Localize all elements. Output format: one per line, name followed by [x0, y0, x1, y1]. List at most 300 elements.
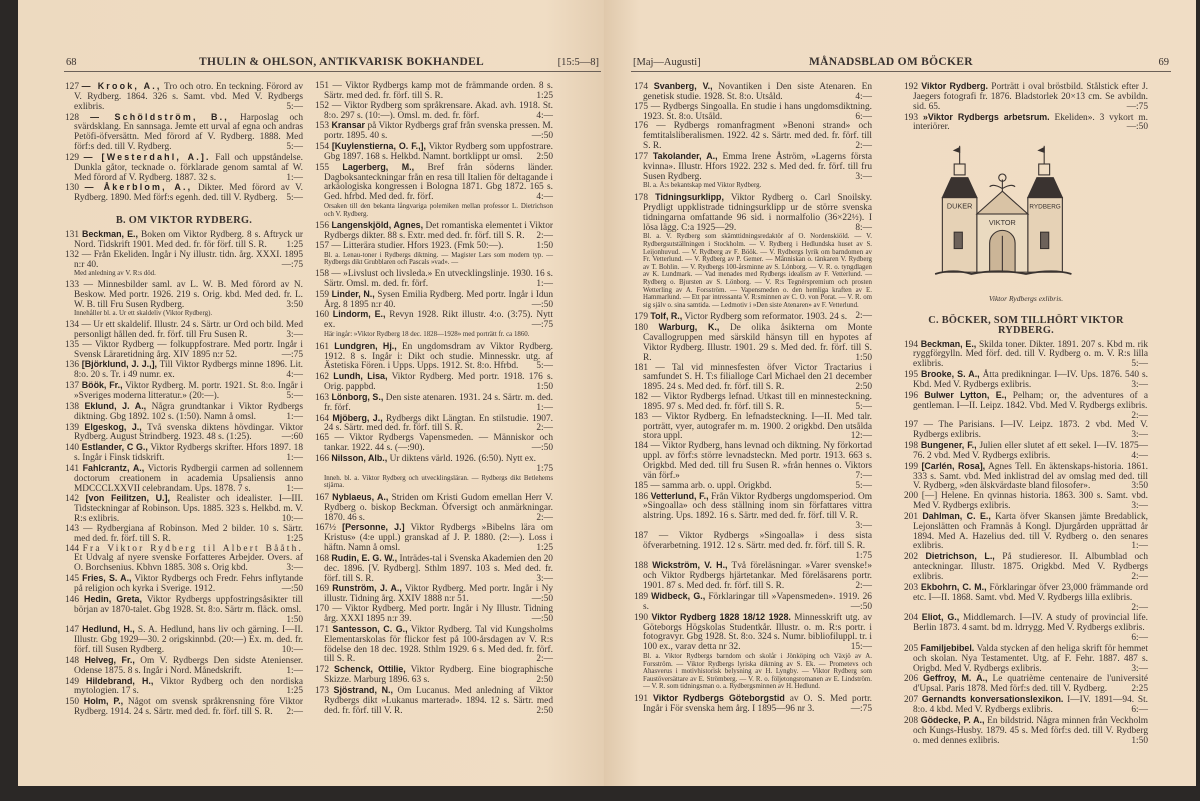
- entry-author: Lagerberg, M.,: [342, 161, 415, 172]
- entry-description: — Litterära studier. Hfors 1923. (Fmk 50:—).: [331, 241, 504, 251]
- entry-description: — samma arb. o. uppl. Origkbd.: [650, 480, 772, 491]
- exlibris-illustration: [926, 139, 1126, 289]
- entry-note: Orsaken till den bekanta långvariga polemiken mellan professor L. Dietrichson och V. Rydberg.: [324, 203, 553, 218]
- entry-description: Karta öfver Skansen jämte Bredablick, Lejonslätten och Framnäs å Kongl. Djurgården upprättad år 1894. Med A. Hazelius ded. till V. Rydberg o. den senares exlibris.: [913, 511, 1148, 552]
- catalog-entry: [315, 554, 553, 585]
- entry-description: av O. S. Med portr. Ingår i För svenska hem årg. I 1895—96 nr 3.: [643, 694, 873, 714]
- entry-number: 148: [65, 655, 80, 666]
- entry-price: —:75: [281, 349, 303, 360]
- entry-description: De olika åsikterna om Monte Cavallogruppen med särskild hänsyn till en hypotes af Viktor Rydberg. Illustr. 1901. 29 s. Med ded. fr. förf. till S. R.: [643, 323, 872, 363]
- entry-note: Bl. a. V. Rydberg som skämttidningsredaktör af O. Nordenskiöld. — V. Rydbergsutställningen i Stockholm. — V. Rydberg i Hedlundska huset av S. Leijonhuvud. — V. Rydberg av F. Böök. — V. Rydbergs lyrik om barndomen av Fr. Vetterlund. — V. Rydberg av P. Gemer. — Människan o. tänkaren V. Rydberg av T. Bohlin. — V. Rydbergs 100-årsminne av S. Lönborg. — V. R. o. tyngdlagen av K. Lundmark. — Vad menades med Rydbergs idealism av F. Vetterlund. — Rydberg o. Bjursten av S. Lönborg. — V. R:s Tegnérspremium och prosten Wetterling av A. Forsström. — Vapensmeden o. den hemliga kraften av E. Hammarlund. — Ett par intressanta V. R:sminnen av C. O. von Porat. — V. R. om sig själv o. sina samtida. — Ledmotiv i »Den siste Atenaren» av F. Vetterlund.: [643, 233, 872, 309]
- catalog-entry: [315, 523, 553, 554]
- entry-description: Förklaringar till »Vapensmeden». 1919. 26 s.: [643, 591, 872, 612]
- entry-description: Viktor Rydberg. Med portr. Ingår i Ny illustr. Tidning årg. XXIV 1888 n:r 51.: [324, 584, 553, 605]
- entry-description: Viktor Rydbergs skrifter. Hfors 1897. 18 s. Ingår i Finsk tidskrift.: [74, 443, 304, 464]
- column: [634, 82, 872, 715]
- catalog-entry: [315, 372, 553, 393]
- entry-description: Den siste atenaren. 1931. 24 s. Särtr. m. ded. fr. förf.: [324, 392, 553, 413]
- entry-author: Gödecke, P. A.,: [920, 714, 985, 725]
- catalog-entry: [65, 423, 303, 444]
- entry-number: 154: [315, 142, 330, 153]
- entry-price: —:50: [531, 299, 553, 310]
- entry-author: Bungener, F.,: [920, 440, 977, 451]
- entry-description: Om Lucanus. Med anledning af Viktor Rydbergs dikt »Lukanus marterad». 1894. 12 s. Särtr. med ded. fr. förf. till V. R.: [324, 685, 553, 716]
- entry-description: Bref från söderns länder. Dagboksanteckningar från en resa till Italien för deltagande i arkäologiska kongressen i Bologna 1871. Gbg 1872. 165 s. Ged. hfrbd. Med ded. fr. förf.: [324, 162, 553, 203]
- entry-author: Santesson, C. G.,: [332, 623, 408, 634]
- entry-author: Tolf, R.,: [650, 311, 683, 322]
- entry-description: — Ur ett skaldelif. Illustr. 24 s. Särtr. ur Ord och bild. Med personligt hållen ded. fr. förf. till Fru Susen R.: [74, 320, 303, 340]
- entry-number: 150: [65, 697, 80, 708]
- entry-author: Böök, Fr.,: [81, 380, 123, 391]
- entry-number: 162: [315, 372, 330, 383]
- entry-description: [—] Helene. En qvinnas historia. 1863. 300 s. Samt. vbd. Med V. Rydbergs exlibris.: [913, 491, 1148, 512]
- catalog-entry: [65, 281, 303, 321]
- entry-price: 4:—: [1131, 450, 1148, 461]
- entry-number: 201: [904, 511, 919, 522]
- catalog-entry: [904, 421, 1148, 441]
- issue-label: [15:5—8]: [557, 57, 599, 68]
- catalog-entry: [634, 364, 872, 394]
- entry-description: Ekeliden». 3 vykort m. interiörer.: [913, 112, 1148, 133]
- entry-price: 3:—: [1131, 379, 1148, 390]
- entry-number: 172: [315, 665, 330, 676]
- entry-author: Hedin, Greta,: [84, 593, 142, 604]
- entry-number: 170: [315, 604, 330, 615]
- column: [904, 82, 1148, 746]
- entry-price: 1:—: [536, 278, 553, 289]
- entry-number: 179: [634, 312, 649, 323]
- entry-number: 136: [65, 360, 80, 371]
- entry-description: Victoris Rydbergii carmen ad sollennem doctorum creationem in academia Upsaliensis anno MDCCCLXXVII celebrandam. Ups. 1878. 7 s.: [74, 463, 304, 494]
- entry-price: 1:25: [286, 686, 303, 697]
- entry-description: Skilda toner. Dikter. 1891. 207 s. Kbd m. rik ryggförgylln. Med förf. ded. till V. Rydberg o. m. V. R:s lilla exlibris.: [913, 339, 1148, 370]
- catalog-entry: [65, 525, 303, 545]
- entry-number: 200: [904, 491, 919, 502]
- entry-price: —:50: [281, 584, 303, 594]
- entry-price: 3:—: [1131, 663, 1148, 674]
- entry-description: Minnesskrift utg. av Göteborgs Högskolas Studentkår. Illustr. o. m. R:s portr. i fotogravyr. Gbg 1928. St. 8:o. 324 s. Numr. bibliofiluppl. tr. i 100 ex., varav detta nr 32.: [643, 612, 872, 653]
- entry-author: [Björklund, J. J.,],: [81, 359, 158, 370]
- catalog-entry: [634, 532, 872, 562]
- entry-author: Runström, J. A.,: [332, 583, 402, 594]
- entry-number: 175: [634, 101, 649, 112]
- entry-description: Boken om Viktor Rydberg. 8 s. Aftryck ur Nord. Tidskrift 1901. Med ded. fr. för förf. till S. R.: [74, 229, 304, 250]
- entry-price: 1:25: [286, 533, 303, 544]
- entry-price: 3:—: [855, 521, 872, 532]
- entry-description: Åtta predikningar. I—IV. Ups. 1876. 540 s. Kbd. Med V. Rydbergs exlibris.: [913, 370, 1148, 390]
- entry-description: Om V. Rydbergs Den sidste Atenienser. Odense 1875. 8 s. Ingår i Nord. Månedskrift.: [74, 655, 303, 676]
- entry-number: 207: [904, 695, 919, 706]
- entry-number: 156: [315, 221, 330, 232]
- entry-description: — Rydbergiana af Robinson. Med 2 bilder. 10 s. Särtr. med ded. fr. förf. till S. R.: [74, 523, 303, 544]
- entry-author: Viktor Rydberg.: [921, 81, 989, 91]
- entry-number: 153: [315, 121, 330, 132]
- entry-description: En bildstrid. Några minnen från Veckholm och Kungs-Husby. 1879. 45 s. Med förf:s ded. till V. Rydberg o. med dennes exlibris.: [913, 715, 1148, 746]
- entry-author: [Personne, J.]: [342, 522, 405, 533]
- entry-number: 195: [904, 370, 919, 381]
- entry-description: — The Parisians. I—IV. Leipz. 1873. 2 vbd. Med V. Rydbergs exlibris.: [913, 420, 1149, 441]
- catalog-entry: [634, 193, 872, 312]
- catalog-entry: [634, 103, 872, 123]
- column: [315, 82, 553, 716]
- entry-price: 3:—: [1131, 501, 1148, 512]
- entry-number: 171: [315, 624, 330, 635]
- entry-author: Holm, P.,: [83, 696, 124, 707]
- entry-price: 4:—: [536, 110, 553, 121]
- entry-number: 137: [65, 381, 80, 392]
- entry-number: 163: [315, 392, 330, 403]
- entry-description: — Viktor Rydberg som språkrensare. Akad. avh. 1918. St. 8:o. 297 s. (10:—). Omsl. m. ded. fr. förf.: [324, 100, 553, 121]
- entry-description: Agnes Tell. En äktenskaps-historia. 1861. 333 s. Samt. vbd. Med inklistrad del av omslag med ded. till V. Rydberg, »den älskvärdaste bland filosofer».: [913, 461, 1149, 492]
- entry-price: 1:50: [536, 382, 553, 393]
- catalog-entry: [904, 340, 1148, 371]
- catalog-entry: [315, 584, 553, 605]
- entry-price: 1:75: [536, 463, 553, 474]
- catalog-entry: [904, 113, 1148, 134]
- entry-number: 159: [315, 289, 330, 300]
- entry-description: Valda stycken af den heliga skrift för hemmet och skolan. Nya Testamentet. Utg. af F. Fehr. 1887. 487 s. Origbd. Med V. Rydbergs exlibris.: [913, 643, 1149, 674]
- entry-description: Viktor Rydberg. Eine biographische Skizze. Marburg 1896. 63 s.: [324, 665, 553, 686]
- entry-number: 206: [904, 674, 919, 685]
- entry-author: Viktor Rydbergs Göteborgstid: [652, 693, 785, 703]
- entry-price: 3:50: [1131, 481, 1148, 492]
- catalog-entry: [65, 230, 303, 251]
- entry-price: 1:—: [286, 172, 303, 183]
- catalog-entry: [315, 121, 553, 142]
- entry-number: 128: [65, 112, 80, 123]
- entry-price: 3:—: [855, 171, 872, 182]
- catalog-entry: [634, 561, 872, 592]
- catalog-entry: [65, 183, 303, 204]
- entry-author: Fra Viktor Rydberg til Albert Bååth.: [82, 543, 303, 554]
- entry-author: Estlander, C G.,: [81, 442, 148, 453]
- entry-price: 2:—: [536, 654, 553, 665]
- entry-description: Dikter. Med förord av V. Rydberg. 1890. Med förf:s egenh. ded. till V. Rydberg.: [74, 183, 303, 204]
- entry-price: 12:—: [850, 431, 872, 442]
- catalog-entry: [634, 592, 872, 613]
- entry-description: Något om svensk språkrensning före Viktor Rydberg. 1914. 24 s. Särtr. med ded. fr. förf. till S. R.: [74, 697, 304, 718]
- catalog-entry: [634, 413, 872, 443]
- entry-description: Några grundtankar i Viktor Rydbergs diktning. Gbg 1892. 102 s. (1:50). Namn å omsl.: [74, 401, 303, 422]
- entry-description: — Viktor Rydbergs kamp mot de främmande orden. 8 s. Särtr. med ded. fr. förf. till S. R.: [324, 81, 553, 101]
- entry-price: 1:—: [286, 665, 303, 676]
- entry-price: 2:—: [286, 707, 303, 718]
- entry-description: Viktor Rydberg som uppfostrare. Gbg 1897. 168 s. Helkbd. Namnt. bortklippt ur omsl.: [324, 142, 553, 162]
- entry-note: Innehåller bl. a. Ur ett skaldeliv (Viktor Rydberg).: [74, 310, 213, 318]
- entry-price: 8:—: [855, 222, 872, 233]
- entry-description: Viktor Rydberg och den nordiska mytologien. 17 s.: [74, 676, 303, 697]
- entry-price: 3:—: [286, 563, 303, 574]
- entry-description: På studieresor. II. Albumblad och anteckningar. Illustr. 1875. Origkbd. Med V. Rydbergs exlibris.: [913, 552, 1148, 582]
- entry-description: Victor Rydberg som reformator. 1903. 24 s.: [684, 312, 848, 323]
- entry-author: Langenskjöld, Agnes,: [331, 220, 424, 231]
- entry-number: 191: [634, 694, 649, 704]
- catalog-entry: [904, 716, 1148, 747]
- entry-number: 130: [65, 183, 80, 194]
- entry-number: 205: [904, 643, 919, 654]
- catalog-entry: [904, 391, 1148, 422]
- entry-author: Svanberg, V.,: [653, 81, 713, 91]
- entry-description: — Viktor Rydbergs »Singoalla» i dess sista öfverarbetning. 1912. 12 s. Särtr. med ded. fr. förf. till S. R.: [643, 530, 872, 551]
- entry-number: 190: [634, 612, 649, 623]
- entry-description: Ur diktens värld. 1926. (6:50). Nytt ex.: [389, 453, 536, 464]
- catalog-entry: [65, 360, 303, 381]
- entry-number: 143: [65, 523, 80, 534]
- entry-author: Fahlcrantz, A.,: [82, 462, 145, 473]
- entry-number: 129: [65, 152, 80, 163]
- right-page: [604, 0, 1196, 786]
- entry-number: 142: [65, 494, 80, 505]
- entry-author: Bulwer Lytton, E.,: [924, 389, 1007, 400]
- catalog-entry: [315, 102, 553, 122]
- entry-number: 131: [65, 229, 80, 240]
- entry-author: Lundgren, Hj.,: [334, 340, 397, 351]
- entry-description: — Viktor Rydberg, hans levnad och diktning. Ny förkortad uppl. av förf:s större levnadsteckn. Med portr. 1913. 663 s. Origkbd. Med ded. till fru Susen R. »från hennes o. Viktors vän förf.»: [643, 441, 873, 481]
- catalog-entry: [315, 82, 553, 102]
- entry-description: S. A. Hedlund, hans liv och gärning. I—II. Illustr. Gbg 1929—30. 2 origskinnbd. (20:—) Ex. m. ded. fr. förf. till Susen Rydberg.: [74, 625, 303, 656]
- entry-description: Viktor Rydberg. M. portr. 1921. St. 8:o. Ingår i »Sveriges moderna litteratur.» (20:—).: [74, 381, 304, 401]
- entry-price: 7:—: [855, 470, 872, 481]
- entry-author: »Viktor Rydbergs arbetsrum.: [922, 111, 1050, 122]
- entry-number: 141: [65, 463, 80, 474]
- entry-description: Middlemarch. I—IV. A study of provincial life. Berlin 1873. 4 samt. bd m. ldrrygg. Med V. Rydbergs exlibris.: [913, 613, 1149, 634]
- entry-price: —:50: [531, 594, 553, 605]
- catalog-entry: [315, 163, 553, 222]
- entry-price: 2:—: [536, 231, 553, 242]
- entry-author: Hedlund, H.,: [82, 624, 135, 635]
- issue-label: [Maj—Augusti]: [633, 57, 701, 68]
- entry-description: Från Viktor Rydbergs ungdomsperiod. Om »Singoalla» och dess ställning inom sin författares vittra alstring. Ups. 1892. 16 s. Särtr. med ded. fr. förf. till V. R.: [643, 491, 872, 522]
- entry-number: 174: [634, 82, 649, 92]
- entry-description: Rydbergs dikt Längtan. En stilstudie. 1907. 24 s. Särtr. med ded. fr. förf. till S. R.: [324, 413, 553, 434]
- entry-number: 147: [65, 625, 80, 636]
- entry-author: Eklund, J. A.,: [84, 400, 147, 411]
- entry-number: 196: [904, 390, 919, 401]
- entry-author: Elgeskog, J.,: [84, 421, 142, 432]
- entry-price: —:50: [850, 601, 872, 612]
- entry-price: 1:50: [286, 614, 303, 625]
- page-header: [64, 57, 601, 72]
- entry-note: Bl. a. Å:s bekantskap med Viktor Rydberg.: [643, 182, 762, 190]
- entry-price: 1:—: [286, 453, 303, 464]
- entry-price: 1:50: [855, 352, 872, 363]
- catalog-entry: [904, 370, 1148, 391]
- entry-description: Inträdes-tal i Svenska Akademien den 20 dec. 1896. [V. Rydberg]. Sthlm 1897. 103 s. Med ded. fr. förf. till S. R.: [324, 553, 553, 584]
- entry-author: Lönborg, S.,: [331, 391, 384, 402]
- entry-number: 192: [904, 82, 919, 92]
- catalog-entry: [904, 695, 1148, 716]
- catalog-entry: [65, 697, 303, 718]
- entry-description: Viktor Rydbergs och Fredr. Fehrs inflytande på religion och kyrka i Sverige. 1912.: [74, 574, 303, 594]
- entry-number: 198: [904, 441, 919, 452]
- entry-number: 167: [315, 492, 330, 503]
- entry-number: 155: [315, 162, 330, 173]
- entry-description: Realister och idealister. I—III. Tidsteckningar af Robinson. Ups. 1885. 323 s. Helkbd. m. V. R:s exlibris.: [74, 494, 303, 525]
- entry-description: — Viktor Rydbergs lefnad. Utkast till en minnesteckning. 1895. 97 s. Med ded. fr. förf. till S. R.: [643, 392, 872, 412]
- entry-price: 1:—: [1131, 541, 1148, 552]
- entry-price: 2:—: [536, 512, 553, 523]
- entry-note: Inneh. bl. a. Viktor Rydberg och utvecklingsläran. — Rydbergs dikt Betlehems stjärna.: [324, 474, 553, 490]
- entry-description: Porträtt i oval bröstbild. Stålstick efter J. Jaegers fotografi fr. 1876. Bladstorlek 20×13 cm. Se avbildn. sid. 65.: [913, 82, 1149, 112]
- catalog-entry: [315, 665, 553, 686]
- entry-author: Brooke, S. A.,: [921, 369, 980, 380]
- catalog-entry: [315, 414, 553, 435]
- entry-author: Ekbohrn, C. M.,: [920, 581, 987, 592]
- entry-description: Novantiken i Den siste Atenaren. En genetisk studie. 1928. St. 8:o. Utsåld.: [643, 82, 872, 102]
- section-heading: B. OM VIKTOR RYDBERG.: [115, 215, 253, 227]
- catalog-entry: [65, 656, 303, 677]
- catalog-entry: [315, 605, 553, 625]
- catalog-entry: [634, 82, 872, 103]
- entry-author: Vetterlund, F.,: [650, 490, 709, 501]
- catalog-entry: [315, 142, 553, 163]
- entry-number: 194: [904, 339, 919, 350]
- entry-price: —:75: [1126, 101, 1148, 112]
- entry-price: 2:50: [536, 151, 553, 162]
- entry-price: —:75: [850, 703, 872, 714]
- entry-description: Sysen Emilia Rydberg. Med portr. Ingår i Idun Årg. 8 1895 n:r 40.: [324, 289, 554, 310]
- catalog-entry: [315, 393, 553, 414]
- entry-number: 139: [65, 422, 80, 433]
- catalog-entry: [315, 686, 553, 717]
- entry-number: 152: [315, 100, 330, 111]
- entry-price: 2:50: [855, 382, 872, 393]
- entry-price: 5:—: [855, 401, 872, 412]
- entry-author: — Åkerblom, A.,: [84, 182, 193, 193]
- entry-price: 2:—: [855, 141, 872, 152]
- catalog-entry: [65, 443, 303, 464]
- entry-description: Tro och otro. En teckning. Förord av V. Rydberg. 1864. 326 s. Samt. vbd. Med V. Rydbergs exlibris.: [74, 82, 304, 112]
- entry-author: Dahlman, C. E.,: [922, 510, 991, 521]
- entry-number: 149: [65, 676, 80, 687]
- entry-author: Viktor Rydberg 1828 18/12 1928.: [651, 611, 791, 622]
- entry-description: — Rydbergs romanfragment »Benoni strand» och femtitalsliberalismen. 1922. 42 s. Särtr. med ded. fr. förf. till S. R.: [643, 121, 872, 152]
- entry-number: 169: [315, 584, 330, 595]
- catalog-entry: [634, 152, 872, 193]
- entry-number: 132: [65, 249, 80, 260]
- entry-number: 183: [634, 411, 649, 422]
- entry-number: 173: [315, 685, 330, 696]
- catalog-entry: [634, 442, 872, 481]
- catalog-entry: [65, 494, 303, 525]
- entry-number: 189: [634, 591, 649, 602]
- entry-author: — Schöldström, B.,: [90, 111, 229, 122]
- exlibris-label: VIKTOR: [988, 218, 1016, 228]
- entry-number: 181: [634, 362, 649, 373]
- entry-author: [Kuylenstierna, O. F.,],: [331, 141, 426, 152]
- entry-author: Dietrichson, L.,: [925, 551, 995, 562]
- entry-author: Lundh, Lisa,: [333, 371, 388, 382]
- entry-author: [von Feilitzen, U.],: [85, 493, 170, 504]
- section-heading: C. BÖCKER, SOM TILLHÖRT VIKTOR RYDBERG.: [928, 314, 1124, 336]
- entry-price: 5:—: [1131, 359, 1148, 370]
- entry-description: Viktor Rydberg. Tal vid Kungsholms Elementarskolas för flickor fest på 100-årsdagen av V. R:s födelse den 18 dec. 1928. Sthlm 1929. 6 s. Med ded. fr. förf. till S. R.: [324, 624, 553, 665]
- entry-number: 176: [634, 121, 649, 132]
- entry-author: Beckman, E.,: [82, 228, 138, 239]
- catalog-entry: [65, 321, 303, 341]
- entry-price: 2:—: [536, 423, 553, 434]
- entry-description: Revyn 1928. Rikt illustr. 4:o. (3:75). Nytt ex.: [324, 310, 553, 331]
- entry-number: 138: [65, 401, 80, 412]
- catalog-entry: [904, 674, 1148, 695]
- entry-price: —:60: [281, 432, 303, 443]
- entry-number: 157: [315, 241, 330, 251]
- catalog-entry: [315, 290, 553, 311]
- catalog-entry: [315, 221, 553, 242]
- page-title: THULIN & OHLSON, ANTIKVARISK BOKHANDEL: [199, 56, 485, 68]
- entry-price: 15:—: [850, 642, 872, 653]
- entry-price: 2:—: [855, 581, 872, 592]
- entry-number: 135: [65, 339, 80, 350]
- catalog-entry: [904, 441, 1148, 462]
- page-header: [631, 57, 1171, 72]
- catalog-entry: [65, 381, 303, 402]
- entry-description: — Viktor Rydberg — folkuppfostrare. Med portr. Ingår i Svensk Läraretidning årg. XIV 1895 n:r 52.: [74, 339, 303, 360]
- entry-description: I—IV. 1891—94. St. 8:o. 4 kbd. Med V. Rydbergs exlibris.: [913, 695, 1148, 715]
- catalog-entry: [315, 625, 553, 665]
- entry-price: 2:50: [536, 675, 553, 686]
- entry-price: 3:—: [286, 329, 303, 340]
- catalog-entry: [634, 613, 872, 694]
- entry-price: 4:—: [286, 370, 303, 381]
- entry-number: 168: [315, 553, 330, 564]
- catalog-entry: [904, 613, 1148, 644]
- entry-number: 166: [315, 453, 330, 464]
- entry-price: 2:50: [536, 705, 553, 716]
- catalog-entry: [634, 122, 872, 152]
- entry-author: Lindorm, E.,: [332, 309, 386, 320]
- entry-note: Här ingår: »Viktor Rydberg 18 dec. 1828—1928» med porträtt fr. ca 1860.: [324, 331, 530, 339]
- entry-number: 197: [904, 420, 919, 431]
- entry-description: — Från Ekeliden. Ingår i Ny illustr. tidn. årg. XXXI. 1895 n:r 40.: [74, 249, 304, 270]
- page-number: 69: [1158, 57, 1169, 68]
- entry-description: — Viktor Rydberg. Med portr. Ingår i Ny Illustr. Tidning årg. XXXI 1895 n:r 39.: [324, 604, 553, 624]
- catalog-entry: [315, 310, 553, 341]
- entry-author: — [Westerdahl, A.].: [83, 151, 211, 162]
- entry-number: 146: [65, 594, 80, 605]
- catalog-entry: [315, 454, 553, 493]
- entry-author: Eliot, G.,: [921, 612, 960, 623]
- entry-number: 127: [65, 82, 80, 92]
- entry-description: Två svenska diktens hövdingar. Viktor Rydberg. August Strindberg. 1923. 48 s. (1:25).: [74, 422, 303, 443]
- entry-number: 158: [315, 269, 330, 280]
- entry-price: —:75: [281, 259, 303, 270]
- entry-number: 178: [634, 193, 649, 204]
- entry-description: Emma Irene Åström, »Lagerns första kvinna». Illustr. Hfors 1922. 232 s. Med ded. fr. förf. till fru Susen Rydberg.: [643, 151, 872, 182]
- entry-number: 161: [315, 341, 330, 352]
- catalog-entry: [65, 595, 303, 626]
- entry-number: 208: [904, 715, 919, 726]
- entry-number: 160: [315, 310, 330, 321]
- entry-description: Till Viktor Rydbergs minne 1896. Lit. 8:o. 20 s. Tr. i 49 numr. ex.: [74, 360, 304, 381]
- entry-price: —:50: [531, 443, 553, 454]
- entry-price: 4:—: [536, 192, 553, 203]
- catalog-entry: [315, 342, 553, 373]
- entry-description: — Rydbergs Singoalla. En studie i hans ungdomsdiktning. 1923. St. 8:o. Utsåld.: [643, 101, 872, 122]
- page-number: 68: [66, 57, 77, 68]
- entry-price: 5:—: [286, 142, 303, 153]
- entry-description: Viktor Rydbergs uppfostringsåsikter till början av 1870-talet. Gbg 1928. St. 8:o. Särtr m. fläck. omsl.: [74, 594, 303, 615]
- entry-price: 2:—: [1131, 572, 1148, 582]
- catalog-entry: [65, 402, 303, 423]
- entry-price: 1:50: [1131, 735, 1148, 746]
- entry-price: 1:50: [536, 241, 553, 251]
- entry-price: 10:—: [281, 514, 303, 525]
- entry-description: Pelham; or, the adventures of a gentleman. I—II. Leipz. 1842. Vbd. Med V. Rydbergs exlibris.: [913, 390, 1148, 411]
- entry-author: Gernandts konversationslexikon.: [921, 694, 1064, 705]
- entry-price: 10:—: [281, 645, 303, 656]
- entry-author: Hildebrand, H.,: [86, 675, 154, 686]
